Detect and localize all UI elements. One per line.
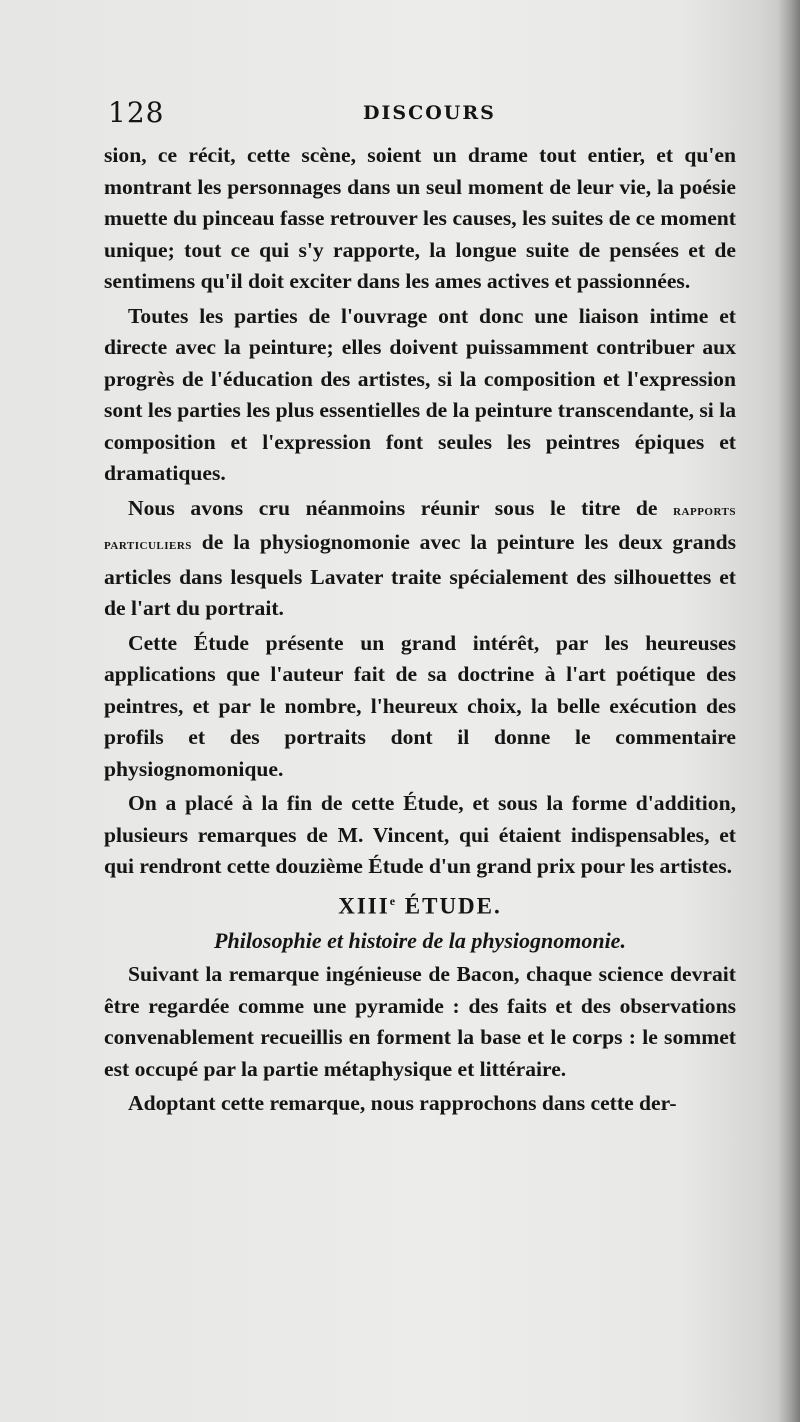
section-title-roman: XIII [338,893,390,919]
section-subtitle: Philosophie et histoire de la physiognomonie. [214,927,626,953]
paragraph-5: On a placé à la fin de cette Étude, et sous la forme d'addition, plusieurs remarques de M. Vincent, qui étaient indispensables, et qui rendront cette douzième Étude d'un grand prix pour les artistes. [104,791,736,878]
page-header [108,96,738,136]
paragraph-1: sion, ce récit, cette scène, soient un drame tout entier, et qu'en montrant les personnages dans un seul moment de leur vie, la poésie muette du pinceau fasse retrouver les causes, les suites de ce moment unique; tout ce qui s'y rapporte, la longue suite de pensées et de sentimens qu'il doit exciter dans les ames actives et passionnées. [104,143,736,293]
paragraph-2: Toutes les parties de l'ouvrage ont donc une liaison intime et directe avec la peinture; elles doivent puissamment contribuer aux progrès de l'éducation des artistes, si la composition et l'expression sont les parties les plus essentielles de la peinture transcendante, si la composition et l'expression font seules les peintres épiques et dramatiques. [104,303,736,485]
paragraph-3-smallcaps: rapports particuliers [104,502,736,553]
page-edge-shadow [778,0,800,1422]
page-number: 128 [108,96,165,129]
paragraph-3 [104,493,736,625]
running-head: DISCOURS [363,102,496,124]
body-text [104,140,736,1123]
section-title [104,886,736,922]
paragraph-3-text-b: de la physiognomonie avec la peinture les deux grands articles dans lesquels Lavater traite spécialement des silhouettes et de l'art du portrait. [104,530,736,620]
paragraph-7: Adoptant cette remarque, nous rapprochons dans cette der- [128,1091,677,1116]
paragraph-4: Cette Étude présente un grand intérêt, par les heureuses applications que l'auteur fait de sa doctrine à l'art poétique des peintres, et par le nombre, l'heureux choix, la belle exécution des profils et des portraits dont il donne le commentaire physiognomonique. [104,630,736,781]
paragraph-3-text-a: Nous avons cru néanmoins réunir sous le titre de [128,495,674,520]
section-title-sup: e [389,893,398,908]
section-title-word: ÉTUDE. [397,893,502,919]
paragraph-6: Suivant la remarque ingénieuse de Bacon, chaque science devrait être regardée comme une pyramide : des faits et des observations convenablement recueillis en forment la base et le corps : le sommet est occupé par la partie métaphysique et littéraire. [104,962,736,1081]
